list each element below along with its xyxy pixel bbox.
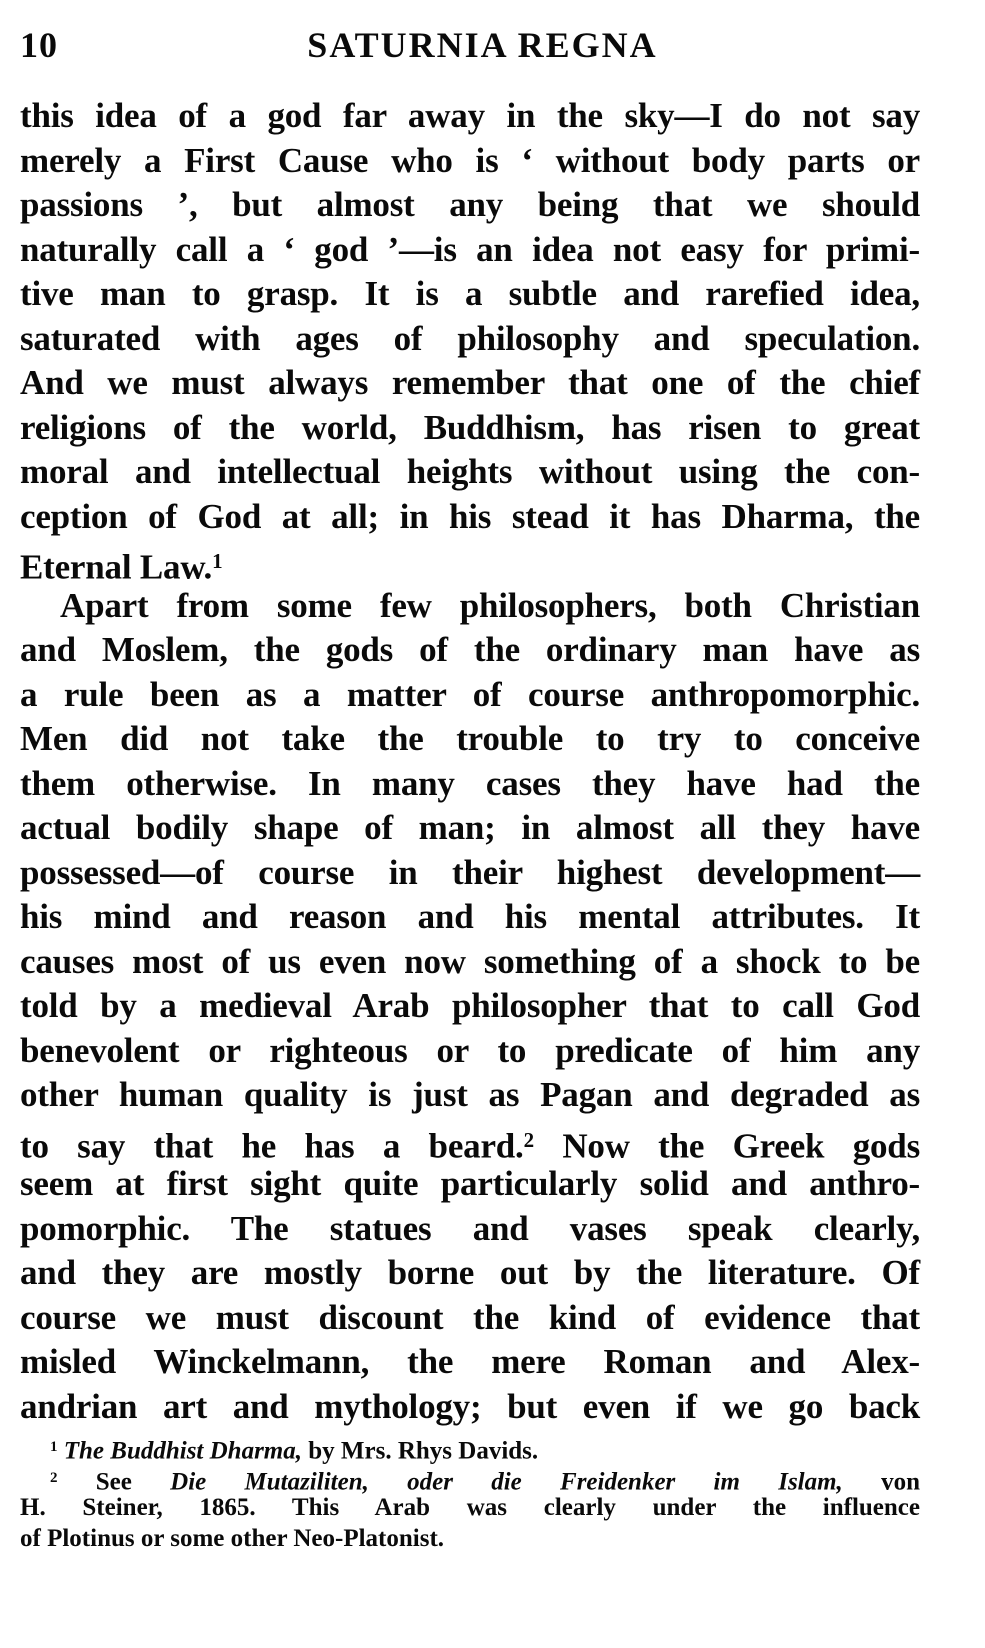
text-line: saturated with ages of philosophy and speculation. <box>20 318 920 358</box>
text-line: them otherwise. In many cases they have had the <box>20 763 920 803</box>
text-line: And we must always remember that one of the chief <box>20 363 920 402</box>
footnote-title: Die Mutaziliten, oder die Freidenker im Islam, <box>170 1468 843 1495</box>
text-line: tive man to grasp. It is a subtle and rarefied idea, <box>20 274 920 313</box>
text-line: seem at first sight quite particularly solid and anthro- <box>20 1164 920 1203</box>
text-line: other human quality is just as Pagan and degraded as <box>20 1075 920 1114</box>
text-line: possessed—of course in their highest development— <box>20 852 920 892</box>
text-line: this idea of a god far away in the sky—I do not say <box>20 96 920 135</box>
footnote-text: See <box>57 1468 171 1495</box>
text-line: his mind and reason and his mental attributes. It <box>20 897 920 936</box>
footnote-line: of Plotinus or some other Neo-Platonist. <box>20 1524 445 1552</box>
body-text <box>20 94 920 1429</box>
text-line: moral and intellectual heights without using the con- <box>20 452 920 491</box>
text-line: merely a First Cause who is ‘ without body parts or <box>20 140 920 180</box>
text-line: causes most of us even now something of a shock to be <box>20 941 920 981</box>
paragraph-1 <box>20 94 920 587</box>
line-text: Now the Greek gods <box>533 1126 920 1165</box>
text-line: course we must discount the kind of evidence that <box>20 1297 920 1337</box>
footnote-2 <box>20 1463 920 1494</box>
paragraph-2 <box>20 584 920 1430</box>
page-number: 10 <box>20 25 58 65</box>
text-line: Men did not take the trouble to try to conceive <box>20 719 920 758</box>
text-line: ception of God at all; in his stead it has Dharma, the <box>20 496 920 536</box>
text-line: told by a medieval Arab philosopher that to call God <box>20 986 920 1025</box>
text-line: and Moslem, the gods of the ordinary man have as <box>20 630 920 669</box>
text-line: actual bodily shape of man; in almost all they have <box>20 808 920 847</box>
text-line: misled Winckelmann, the mere Roman and Alex- <box>20 1342 920 1381</box>
text-line: andrian art and mythology; but even if we go back <box>20 1386 920 1426</box>
running-title: SATURNIA REGNA <box>307 25 658 65</box>
text-line: pomorphic. The statues and vases speak clearly, <box>20 1208 920 1248</box>
text-line: and they are mostly borne out by the literature. Of <box>20 1253 920 1292</box>
text-line: religions of the world, Buddhism, has risen to great <box>20 407 920 447</box>
line-text: Eternal Law. <box>20 547 213 587</box>
line-text: to say that he has a beard. <box>20 1126 524 1165</box>
footnote-text: von <box>842 1468 920 1495</box>
text-line: naturally call a ‘ god ’—is an idea not easy for primi- <box>20 229 920 269</box>
text-line: benevolent or righteous or to predicate of him any <box>20 1030 920 1070</box>
text-line <box>20 539 920 587</box>
footnote-1 <box>20 1432 920 1463</box>
footnote-ref-1: 1 <box>212 549 223 573</box>
footnotes <box>20 1432 920 1554</box>
footnote-marker: 1 <box>50 1439 58 1455</box>
text-line: passions ’, but almost any being that we should <box>20 185 920 224</box>
text-line: Apart from some few philosophers, both Christian <box>60 585 920 625</box>
text-line: a rule been as a matter of course anthropomorphic. <box>20 674 920 714</box>
page-header <box>20 24 945 72</box>
footnote-title: The Buddhist Dharma, <box>63 1437 303 1465</box>
footnote-marker: 2 <box>50 1469 58 1486</box>
footnote-line: H. Steiner, 1865. This Arab was clearly under the influence <box>20 1494 920 1521</box>
footnote-text: by Mrs. Rhys Davids. <box>302 1437 539 1465</box>
footnote-ref-2: 2 <box>523 1127 534 1152</box>
text-line <box>20 1118 920 1163</box>
